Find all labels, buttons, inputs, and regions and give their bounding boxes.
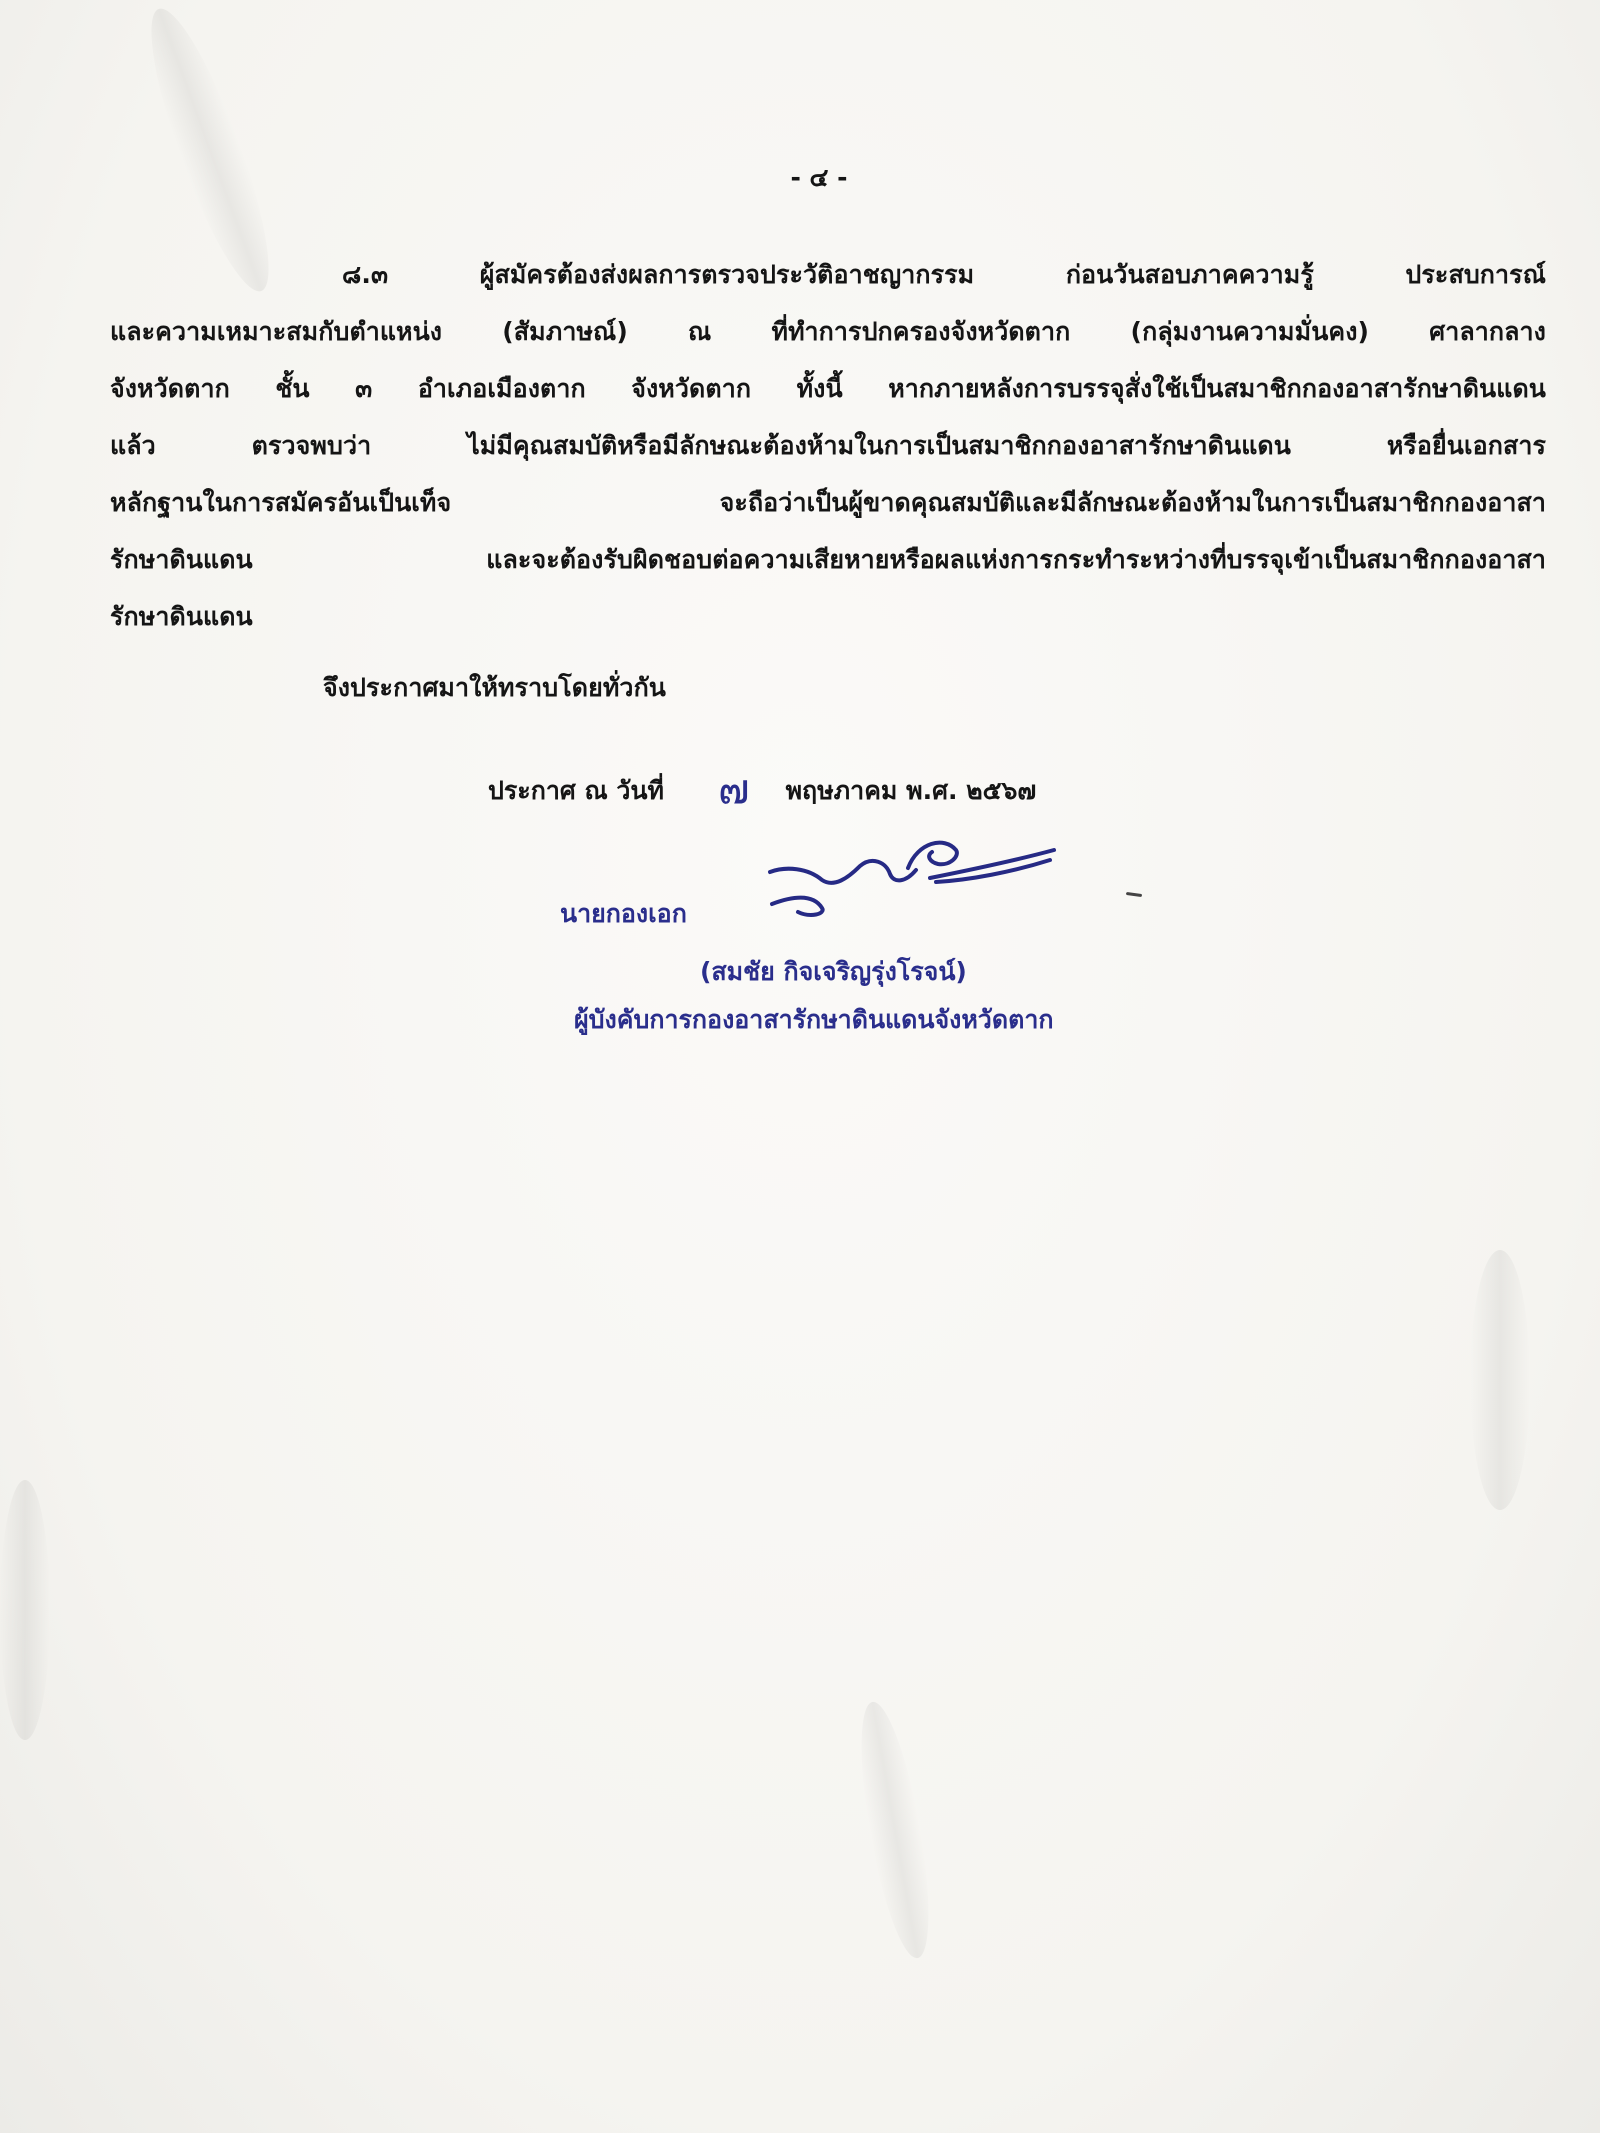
announcement-date xyxy=(488,752,1036,818)
date-label: ประกาศ ณ วันที่ xyxy=(488,776,664,805)
pen-mark xyxy=(1126,892,1142,897)
date-month-year: พฤษภาคม พ.ศ. ๒๕๖๗ xyxy=(785,776,1037,805)
body-line: แล้ว ตรวจพบว่า ไม่มีคุณสมบัติหรือมีลักษณะต้องห้ามในการเป็นสมาชิกกองอาสารักษาดินแดน หรือยื่นเอกสาร xyxy=(110,431,1546,460)
closing-statement: จึงประกาศมาให้ทราบโดยทั่วกัน xyxy=(323,673,666,702)
body-line: จังหวัดตาก ชั้น ๓ อำเภอเมืองตาก จังหวัดตาก ทั้งนี้ หากภายหลังการบรรจุสั่งใช้เป็นสมาชิกกองอาสารักษาดินแดน xyxy=(110,374,1546,403)
page-number: - ๔ - xyxy=(790,163,848,192)
body-line: รักษาดินแดน และจะต้องรับผิดชอบต่อความเสียหายหรือผลแห่งการกระทำระหว่างที่บรรจุเข้าเป็นสมาชิกกองอาสา xyxy=(110,545,1546,574)
signatory-rank: นายกองเอก xyxy=(560,899,687,928)
paper-crease xyxy=(848,1698,942,1963)
paper-crease xyxy=(0,1480,50,1740)
body-line: ๘.๓ ผู้สมัครต้องส่งผลการตรวจประวัติอาชญากรรม ก่อนวันสอบภาคความรู้ ประสบการณ์ xyxy=(342,260,1546,289)
signatory-name: (สมชัย กิจเจริญรุ่งโรจน์) xyxy=(700,957,967,986)
paper-crease xyxy=(131,0,290,301)
body-line: และความเหมาะสมกับตำแหน่ง (สัมภาษณ์) ณ ที่ทำการปกครองจังหวัดตาก (กลุ่มงานความมั่นคง) ศาลากลาง xyxy=(110,317,1546,346)
handwritten-signature xyxy=(760,822,1060,922)
handwritten-day: ๗ xyxy=(717,764,750,813)
signatory-title: ผู้บังคับการกองอาสารักษาดินแดนจังหวัดตาก xyxy=(574,1005,1054,1034)
body-line: หลักฐานในการสมัครอันเป็นเท็จ จะถือว่าเป็นผู้ขาดคุณสมบัติและมีลักษณะต้องห้ามในการเป็นสมาชิกกองอาสา xyxy=(110,488,1546,517)
paper-crease xyxy=(1470,1250,1530,1510)
body-line: รักษาดินแดน xyxy=(110,602,253,631)
